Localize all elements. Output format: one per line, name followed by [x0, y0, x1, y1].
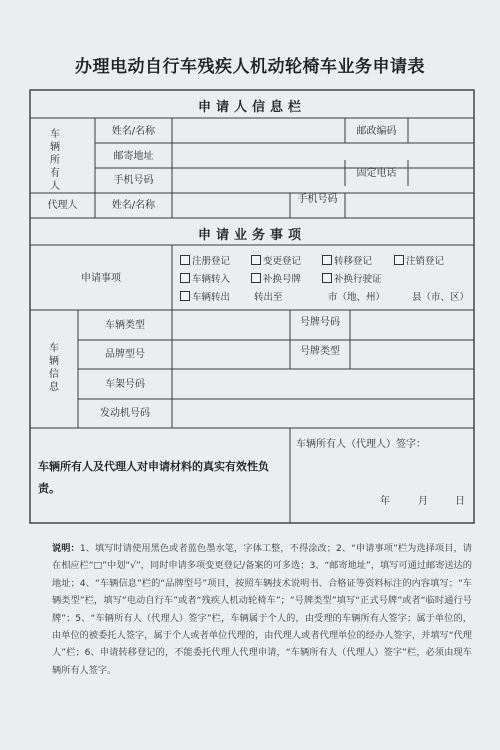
plate-number-label: 号牌号码	[300, 317, 340, 328]
agent-mobile-label: 手机号码	[297, 194, 338, 205]
checkbox-register-label: 注册登记	[192, 256, 231, 267]
checkbox-replace-plate-box[interactable]	[251, 273, 261, 283]
landline-label: 固定电话	[356, 168, 397, 179]
owner-name-label: 姓名/名称	[111, 126, 156, 137]
owner-mobile-field[interactable]	[174, 170, 342, 191]
transfer-to-label: 转出至	[254, 292, 283, 303]
checkbox-cancel-label: 注销登记	[406, 256, 445, 267]
transfer-city-label: 市（地、州）	[328, 292, 386, 303]
declaration-text: 车辆所有人及代理人对申请材料的真实有效性负责。	[38, 460, 269, 495]
checkbox-cancel[interactable]	[394, 253, 444, 267]
checkbox-transfer-label: 转移登记	[334, 256, 373, 267]
checkbox-transfer-out-box[interactable]	[180, 291, 190, 301]
checkbox-transfer-out-label: 车辆转出	[192, 292, 231, 303]
checkbox-change-box[interactable]	[251, 255, 261, 265]
checkbox-register-box[interactable]	[180, 255, 190, 265]
owner-mobile-label: 手机号码	[113, 175, 154, 186]
signature-label: 车辆所有人（代理人）签字：	[296, 439, 426, 450]
plate-type-label: 号牌类型	[300, 346, 340, 357]
form-title: 办理电动自行车残疾人机动轮椅车业务申请表	[75, 57, 425, 77]
vehicle-type-field[interactable]	[174, 312, 288, 338]
date-month-label: 月	[418, 496, 428, 507]
postal-code-field[interactable]	[410, 120, 472, 141]
checkbox-replace-license-label: 补换行驶证	[334, 274, 382, 285]
section-applicant-info-header: 申请人信息栏	[197, 100, 306, 115]
checkbox-cancel-box[interactable]	[394, 255, 404, 265]
checkbox-replace-plate-label: 补换号牌	[263, 274, 302, 285]
agent-mobile-field[interactable]	[347, 195, 472, 216]
brand-model-label: 品牌型号	[105, 349, 145, 360]
notes-text: 1、填写时请使用黑色或者蓝色墨水笔，字体工整，不得涂改；2、“申请事项”栏为选择项目，请在相应栏“□”中划“√”，同时申请多项变更登记/备案的可多选；3、“邮寄地址”，填写可通过邮寄送达的地址；4、“车辆信息”栏的“品牌型号”项目，按照车辆技术说明书、合格证等资料标注的内容填写；“车辆类型”栏，填写“电动自行车”或者“残疾人机动轮椅车”；“号牌类型”填写“正式号牌”或者“临时通行号牌”；5、“车辆所有人（代理人）签字”栏，车辆属于个人的，由受理的车辆所有人签字；属于单位的，由单位的被委托人签字，属于个人或者单位代理的，由代理人或者代理单位的经办人签字，并填写“代理人”栏；6、申请转移登记的，不能委托代理人代理申请，“车辆所有人（代理人）签字”栏，必须由现车辆所有人签字。	[52, 543, 472, 676]
checkbox-transfer[interactable]	[322, 253, 372, 267]
frame-number-field[interactable]	[174, 371, 472, 397]
checkbox-replace-plate[interactable]	[251, 271, 301, 285]
agent-label: 代理人	[47, 200, 78, 211]
agent-name-label: 姓名/名称	[111, 200, 156, 211]
brand-model-field[interactable]	[174, 342, 288, 367]
checkbox-replace-license-box[interactable]	[322, 273, 332, 283]
checkbox-replace-license[interactable]	[322, 271, 382, 285]
plate-number-field[interactable]	[352, 312, 472, 338]
mail-address-label: 邮寄地址	[113, 151, 154, 162]
checkbox-transfer-box[interactable]	[322, 255, 332, 265]
owner-name-field[interactable]	[174, 120, 342, 141]
signature-field[interactable]	[296, 455, 472, 491]
notes-heading: 说明：	[52, 543, 80, 554]
checkbox-transfer-in-box[interactable]	[180, 273, 190, 283]
agent-name-field[interactable]	[174, 195, 288, 216]
checkbox-transfer-in[interactable]	[180, 271, 230, 285]
items-label: 申请事项	[81, 273, 121, 284]
date-day-label: 日	[455, 496, 465, 507]
checkbox-change[interactable]	[251, 253, 301, 267]
engine-number-field[interactable]	[174, 401, 472, 426]
section-business-items-header: 申请业务事项	[197, 228, 306, 243]
checkbox-transfer-in-label: 车辆转入	[192, 274, 231, 285]
checkbox-register[interactable]	[180, 253, 230, 267]
date-year-label: 年	[380, 496, 390, 507]
checkbox-change-label: 变更登记	[263, 256, 302, 267]
owner-group-label: 车辆所有人	[50, 129, 60, 192]
frame-number-label: 车架号码	[105, 379, 145, 390]
instructions-notes	[52, 540, 472, 679]
checkbox-transfer-out[interactable]	[180, 289, 230, 303]
landline-field[interactable]	[410, 162, 472, 184]
postal-code-label: 邮政编码	[356, 126, 397, 137]
plate-type-field[interactable]	[352, 342, 472, 367]
vehicle-info-group-label: 车辆信息	[49, 343, 59, 393]
transfer-county-label: 县（市、区）	[412, 292, 470, 303]
vehicle-type-label: 车辆类型	[105, 320, 145, 331]
engine-number-label: 发动机号码	[100, 408, 150, 419]
